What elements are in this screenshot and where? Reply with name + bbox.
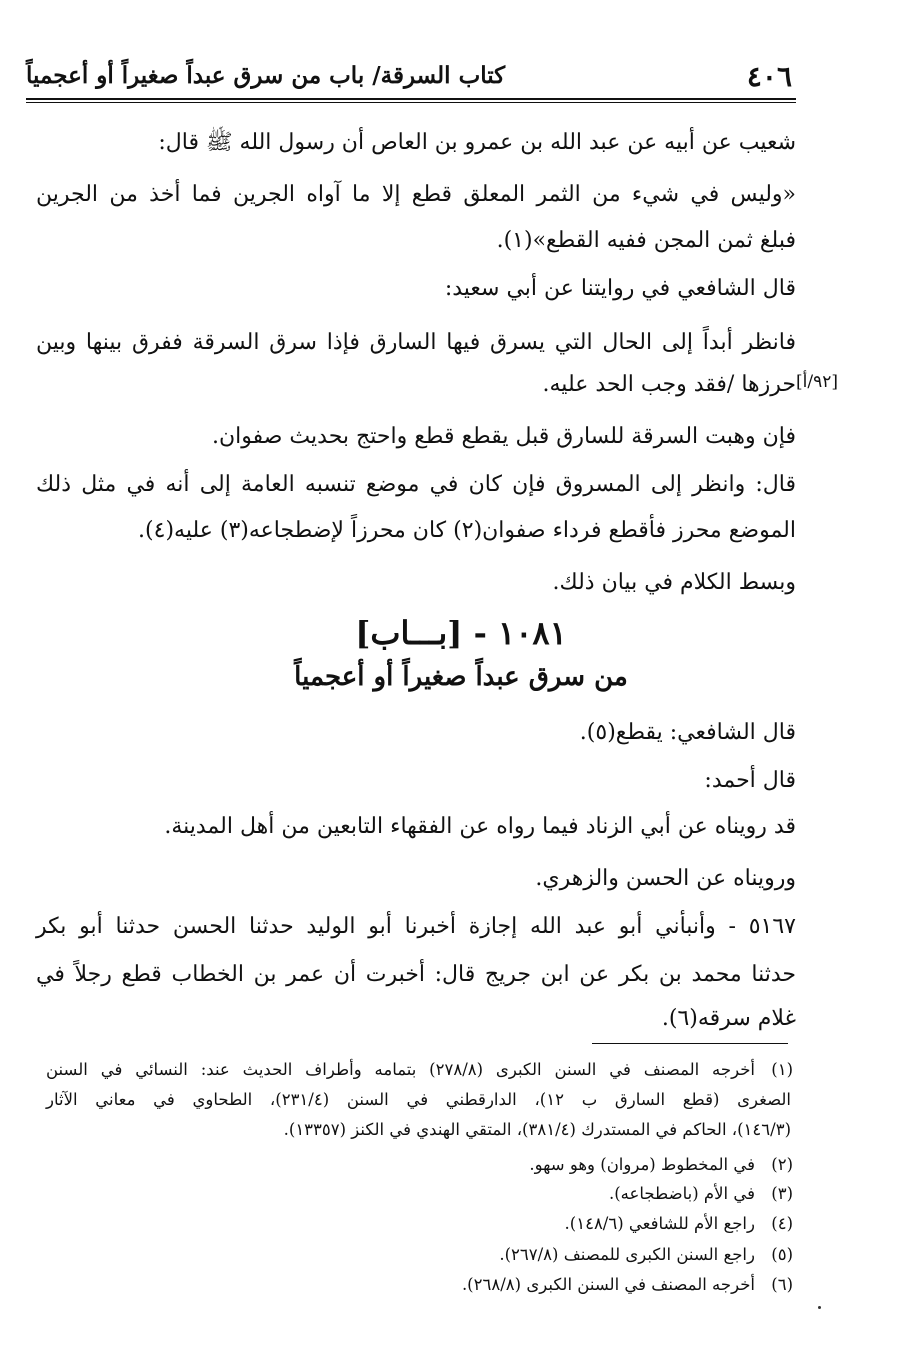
body-line-4: قال الشافعي في روايتنا عن أبي سعيد: bbox=[444, 276, 796, 301]
footnote-number: (٢) bbox=[771, 1155, 793, 1174]
scan-speck bbox=[818, 1306, 821, 1309]
body-line-6: حرزها /فقد وجب الحد عليه. bbox=[542, 372, 796, 397]
body-line-12: قال أحمد: bbox=[704, 768, 796, 793]
footnote-2 bbox=[46, 1155, 791, 1181]
body-line-1: شعيب عن أبيه عن عبد الله بن عمرو بن العاص أن رسول الله ﷺ قال: bbox=[158, 130, 796, 155]
body-line-9: الموضع محرز فأقطع فرداء صفوان(٢) كان محرزاً لإضطجاعه(٣) عليه(٤). bbox=[138, 518, 796, 543]
body-line-8: قال: وانظر إلى المسروق فإن كان في موضع تنسبه العامة إلى أنه في مثل ذلك bbox=[36, 472, 796, 497]
body-line-14: ورويناه عن الحسن والزهري. bbox=[535, 866, 796, 891]
footnote-number: (٣) bbox=[771, 1184, 793, 1203]
footnote-number: (٥) bbox=[771, 1245, 793, 1264]
body-line-2: «وليس في شيء من الثمر المعلق قطع إلا ما آواه الجرين فما أخذ من الجرين bbox=[36, 182, 796, 207]
footnote-number: (٦) bbox=[771, 1275, 793, 1294]
footnote-text: راجع الأم للشافعي (١٤٨/٦). bbox=[564, 1214, 755, 1233]
chapter-title: من سرق عبداً صغيراً أو أعجمياً bbox=[294, 662, 628, 692]
body-line-5: فانظر أبداً إلى الحال التي يسرق فيها السارق فإذا سرق السرقة ففرق بينها وبين bbox=[36, 330, 796, 355]
footnote-text: في الأم (باضطجاعه). bbox=[609, 1184, 755, 1203]
footnote-text: (١٤٦/٣)، الحاكم في المستدرك (٣٨١/٤)، المتقي الهندي في الكنز (١٣٣٥٧). bbox=[283, 1120, 791, 1139]
header-rule bbox=[26, 98, 796, 103]
footnote-text: أخرجه المصنف في السنن الكبرى (٢٦٨/٨). bbox=[461, 1275, 755, 1294]
body-line-17: غلام سرقه(٦). bbox=[661, 1006, 796, 1031]
footnote-text: في المخطوط (مروان) وهو سهو. bbox=[529, 1155, 755, 1174]
page-number: ٤٠٦ bbox=[746, 60, 792, 93]
running-title: كتاب السرقة/ باب من سرق عبداً صغيراً أو أعجمياً bbox=[26, 62, 506, 89]
footnote-5 bbox=[46, 1245, 791, 1271]
body-line-10: وبسط الكلام في بيان ذلك. bbox=[552, 570, 796, 595]
page-header bbox=[26, 58, 796, 98]
footnote-4 bbox=[46, 1214, 791, 1240]
body-line-11: قال الشافعي: يقطع(٥). bbox=[579, 720, 796, 745]
footnote-number: (١) bbox=[771, 1060, 793, 1079]
footnote-separator bbox=[592, 1043, 788, 1044]
footnote-number: (٤) bbox=[771, 1214, 793, 1233]
chapter-number-heading: ١٠٨١ - [بـــاب] bbox=[355, 614, 567, 652]
margin-folio-ref: [٩٢/أ] bbox=[796, 372, 838, 392]
body-line-7: فإن وهبت السرقة للسارق قبل يقطع قطع واحتج بحديث صفوان. bbox=[212, 424, 796, 449]
footnote-1 bbox=[46, 1060, 791, 1156]
body-line-15: ٥١٦٧ - وأنبأني أبو عبد الله إجازة أخبرنا أبو الوليد حدثنا الحسن حدثنا أبو بكر bbox=[36, 914, 796, 939]
footnote-3 bbox=[46, 1184, 791, 1210]
footnote-text: الصغرى (قطع السارق ب ١٢)، الدارقطني في السنن (٢٣١/٤)، الطحاوي في معاني الآثار bbox=[46, 1090, 792, 1109]
body-line-16: حدثنا محمد بن بكر عن ابن جريج قال: أخبرت أن عمر بن الخطاب قطع رجلاً في bbox=[36, 962, 796, 987]
footnote-text: راجع السنن الكبرى للمصنف (٢٦٧/٨). bbox=[499, 1245, 755, 1264]
body-line-3: فبلغ ثمن المجن ففيه القطع»(١). bbox=[496, 228, 796, 253]
footnote-text: أخرجه المصنف في السنن الكبرى (٢٧٨/٨) بتمامه وأطراف الحديث عند: النسائي في السنن bbox=[46, 1060, 755, 1079]
body-line-13: قد رويناه عن أبي الزناد فيما رواه عن الفقهاء التابعين من أهل المدينة. bbox=[164, 814, 796, 839]
footnote-6 bbox=[46, 1275, 791, 1301]
